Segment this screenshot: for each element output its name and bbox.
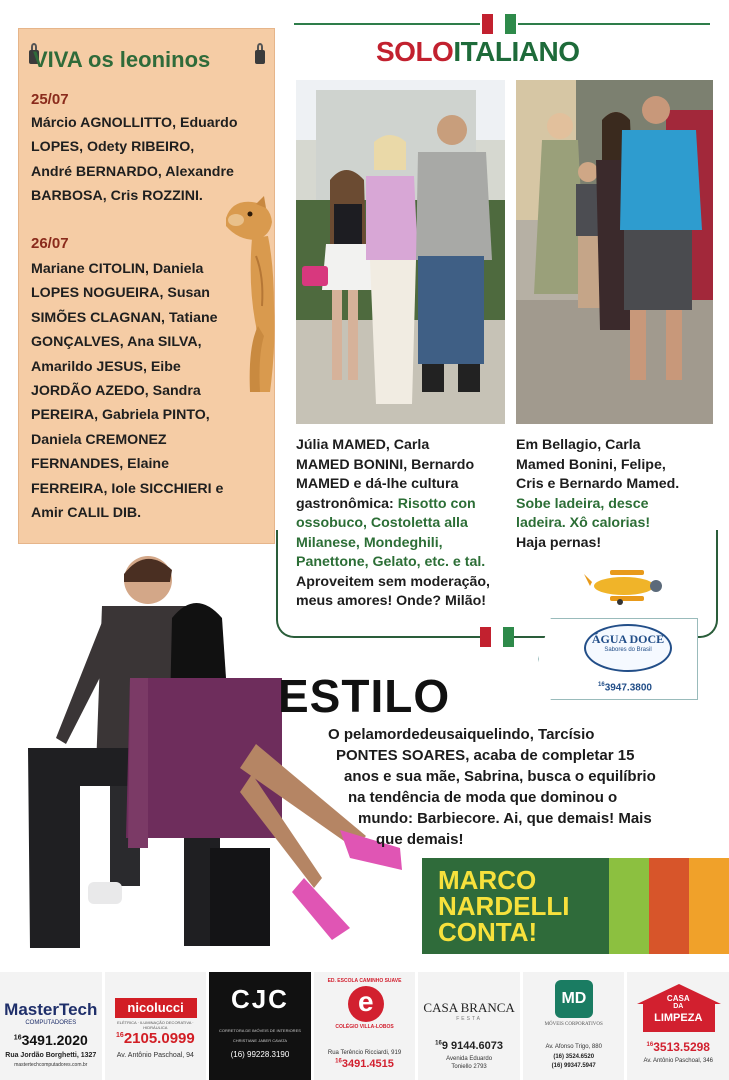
estilo-title: ESTILO (278, 670, 451, 722)
photo-milan-family (296, 80, 505, 424)
caption-bellagio: Em Bellagio, Carla Mamed Bonini, Felipe, Cris e Bernardo Mamed. Sobe ladeira, desce ladeira. Xô calorias! Haja pernas! (516, 437, 680, 551)
ad-casa-branca[interactable]: CASA BRANCA FESTA $^{16}$9 9144.6073 Avenida Eduardo Toniello 2793 (418, 972, 520, 1080)
estilo-text: PONTES SOARES, acaba de completar 15 (336, 747, 635, 764)
italian-flag-icon (482, 14, 516, 34)
marco-nardelli-title: MARCO NARDELLI CONTA! (422, 858, 609, 954)
ad-cjc[interactable]: CJC CORRETORA DE IMÓVEIS DE INTERIORES CHRISTIANE JABER CAVATA (16) 99228.3190 (209, 972, 311, 1080)
birthday-names: Márcio AGNOLLITTO, Eduardo LOPES, Odety RIBEIRO, André BERNARDO, Alexandre BARBOSA, Cris ROZZINI. (31, 115, 238, 205)
birthday-date: 26/07 (31, 235, 69, 252)
caption-milan: Júlia MAMED, Carla MAMED BONINI, Bernardo MAMED e dá-lhe cultura gastronômica: Risotto con ossobuco, Costoletta alla Milanese, Mondeghili, Panettone, Gelato, etc. e tal. Aproveitem sem moderação, meus amores! Onde? Milão! (296, 437, 490, 609)
agua-doce-logo: ÁGUA DOCE Sabores do Brasil (584, 624, 672, 672)
ad-mastertech[interactable]: MasterTech COMPUTADORES $^{16}$3491.2020 Rua Jordão Borghetti, 1327 mastertechcomputadores.com.br (0, 972, 102, 1080)
estilo-text: O pelamordedeusaiquelindo, Tarcísio (328, 726, 595, 743)
estilo-text: na tendência de moda que dominou o (348, 789, 618, 806)
md-logo: MD (555, 980, 593, 1018)
ad-casa-da-limpeza[interactable]: CASA DA LIMPEZA $^{16}$3513.5298 Av. Antônio Paschoal, 346 (627, 972, 729, 1080)
estilo-text: anos e sua mãe, Sabrina, busca o equilíbrio (344, 768, 656, 785)
ads-bar (0, 972, 729, 1080)
color-stripe (689, 858, 729, 954)
estilo-text: mundo: Barbiecore. Ai, que demais! Mais (358, 810, 652, 827)
colegio-logo: e (348, 986, 384, 1022)
ad-md-moveis[interactable]: MD MÓVEIS CORPORATIVOS Av. Afonso Trigo, 880 (16) 3524.6520 (16) 99347.5947 (523, 972, 625, 1080)
solo-italiano-title: SOLOITALIANO (376, 36, 580, 67)
birthday-title: VIVA os leoninos (33, 47, 211, 72)
agua-doce-phone: $^{16}$3947.3800 (598, 682, 652, 694)
divider-line (294, 23, 480, 25)
airplane-icon (580, 562, 666, 606)
divider-line (518, 23, 710, 25)
birthday-date: 25/07 (31, 91, 69, 108)
lioness-illustration (218, 196, 280, 396)
birthday-names: Mariane CITOLIN, Daniela LOPES NOGUEIRA, Susan SIMÕES CLAGNAN, Tatiane GONÇALVES, Ana SILVA, Amarildo JESUS, Eibe JORDÃO AZEDO, Sandra PEREIRA, Gabriela PINTO, Daniela CREMONEZ FERNANDES, Elaine FERREIRA, Iole SICCHIERI e Amir CALIL DIB. (31, 261, 224, 522)
marco-nardelli-banner[interactable] (422, 858, 729, 954)
estilo-text: que demais! (376, 831, 464, 848)
ad-colegio-villa-lobos[interactable]: ED. ESCOLA CAMINHO SUAVE e COLÉGIO VILLA-LOBOS Rua Terêncio Ricciardi, 919 $^{16}$3491.4515 (314, 972, 416, 1080)
color-stripe (649, 858, 689, 954)
color-stripe (609, 858, 649, 954)
italian-flag-icon (480, 627, 514, 647)
ad-nicolucci[interactable]: nicolucci ELÉTRICA · ILUMINAÇÃO DECORATIVA · HIDRÁULICA $^{16}$2105.0999 Av. Antônio Paschoal, 94 (105, 972, 207, 1080)
photo-bellagio-family (516, 80, 713, 424)
